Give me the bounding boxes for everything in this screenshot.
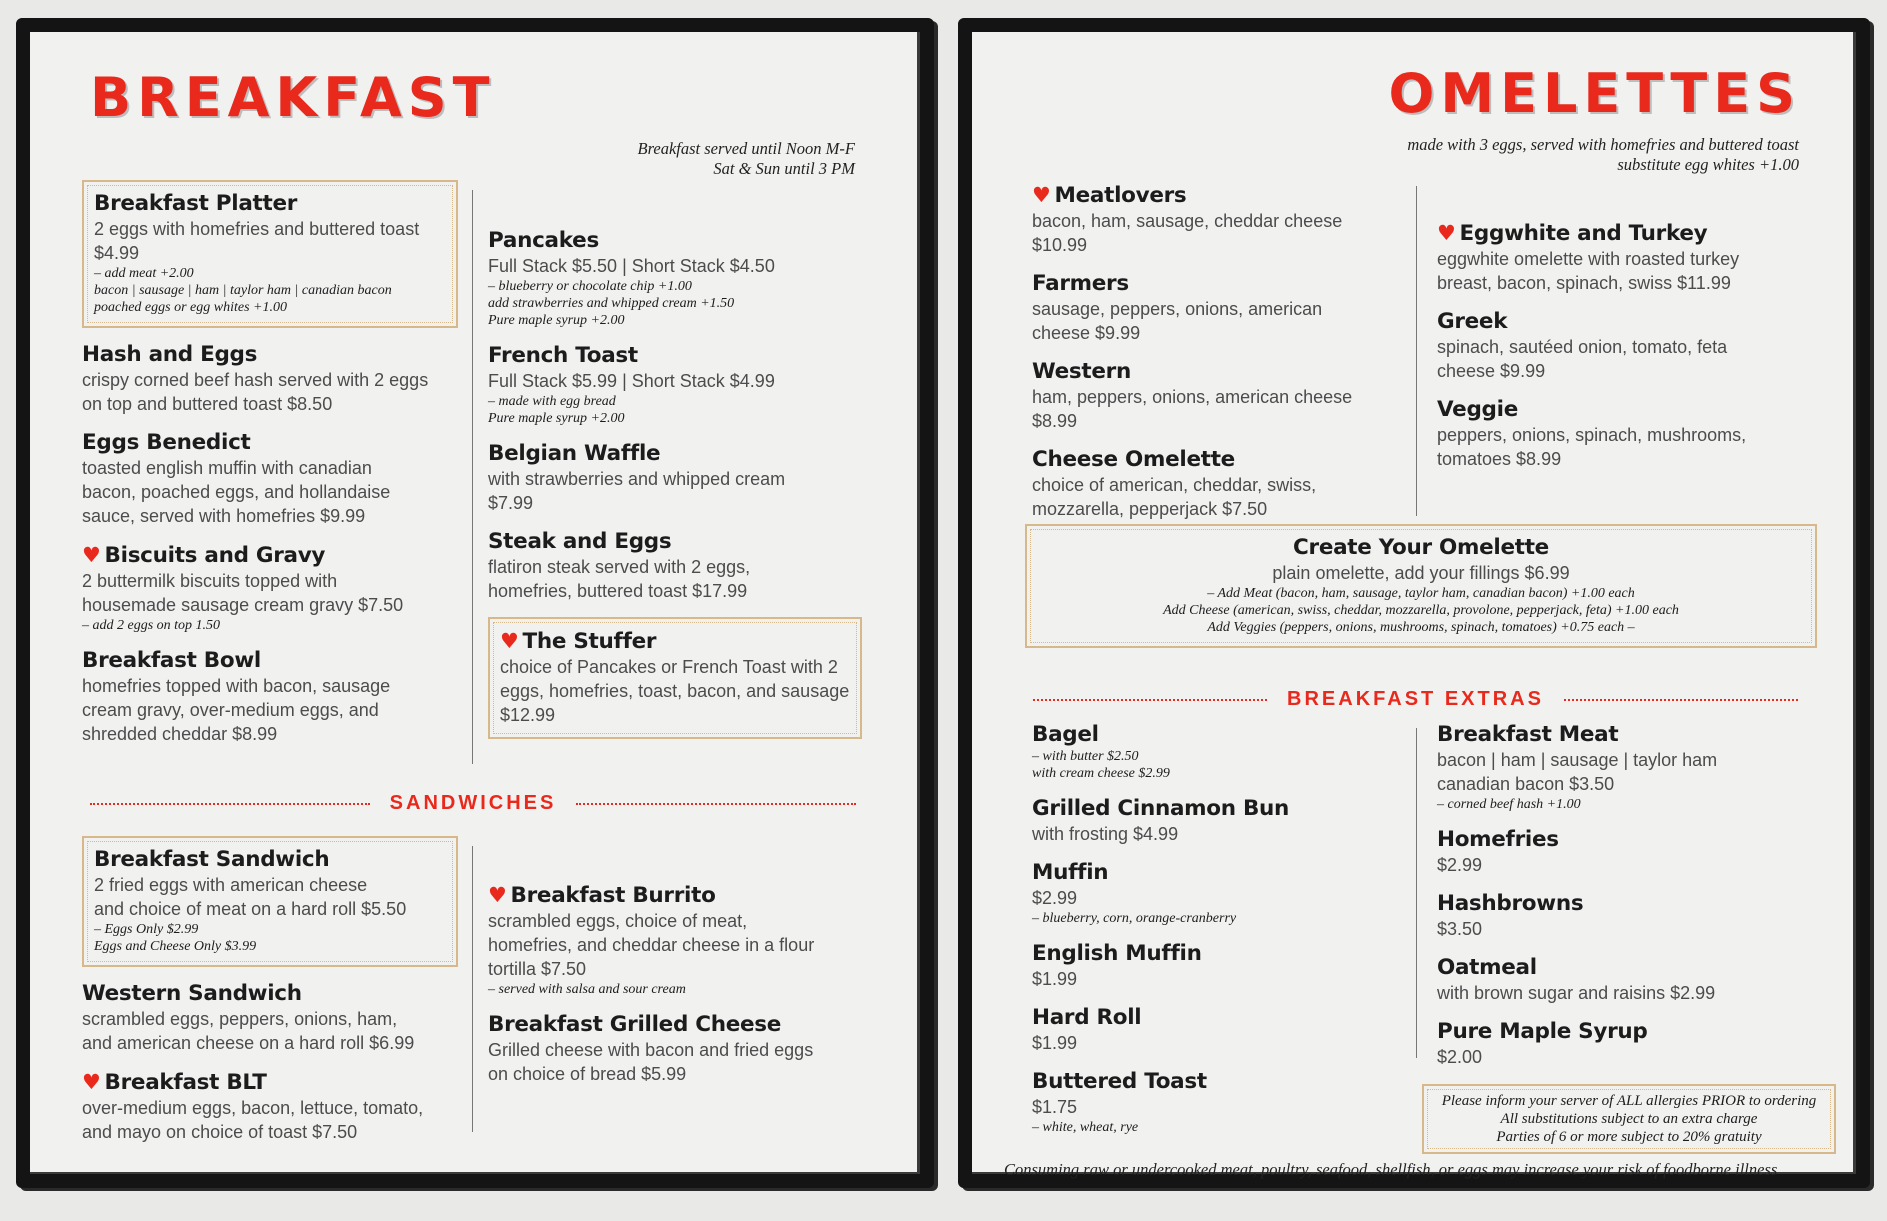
allergy-line: All substitutions subject to an extra charge xyxy=(1500,1111,1758,1127)
item-description: canadian bacon $3.50 xyxy=(1437,774,1615,794)
item-description: tomatoes $8.99 xyxy=(1437,449,1562,469)
item-description: shredded cheddar $8.99 xyxy=(82,724,278,744)
item-description: sausage, peppers, onions, american xyxy=(1032,299,1323,319)
item-description: on top and buttered toast $8.50 xyxy=(82,394,333,414)
item-option: – add meat +2.00 xyxy=(94,266,194,281)
item-option: – Add Meat (bacon, ham, sausage, taylor ham, canadian bacon) +1.00 each xyxy=(1207,586,1635,601)
divider-dots xyxy=(1564,699,1798,701)
item-description: $2.00 xyxy=(1437,1047,1483,1067)
item-name: Western Sandwich xyxy=(82,981,302,1006)
item-description: homefries, and cheddar cheese in a flour xyxy=(488,935,815,955)
menu-item xyxy=(488,228,862,329)
menu-item xyxy=(1437,1019,1817,1069)
item-option: Pure maple syrup +2.00 xyxy=(488,313,625,328)
sandwiches-header xyxy=(90,792,856,815)
item-name: Western xyxy=(1032,359,1131,384)
item-description: choice of Pancakes or French Toast with 2 xyxy=(500,657,838,677)
menu-item xyxy=(1437,827,1817,877)
item-name: Breakfast Platter xyxy=(94,191,298,216)
item-description: bacon, ham, sausage, cheddar cheese xyxy=(1032,211,1343,231)
item-name: Eggwhite and Turkey xyxy=(1459,221,1708,246)
menu-item xyxy=(488,441,862,515)
item-name: Breakfast Meat xyxy=(1437,722,1619,747)
item-description: 2 buttermilk biscuits topped with xyxy=(82,571,338,591)
menu-item xyxy=(82,430,458,528)
menu-item xyxy=(488,343,862,427)
item-name: Breakfast Grilled Cheese xyxy=(488,1012,782,1037)
item-description: spinach, sautéed onion, tomato, feta xyxy=(1437,337,1728,357)
menu-item xyxy=(1437,891,1817,941)
heart-icon: ♥ xyxy=(488,883,507,907)
item-description: Full Stack $5.99 | Short Stack $4.99 xyxy=(488,371,775,391)
breakfast-extras-title: BREAKFAST EXTRAS xyxy=(1287,688,1544,710)
divider-dots xyxy=(90,803,370,805)
menu-item xyxy=(1032,941,1412,991)
item-description: $4.99 xyxy=(94,243,140,263)
menu-item xyxy=(82,1069,458,1144)
item-name-row xyxy=(1437,309,1817,335)
breakfast-left-column xyxy=(82,180,458,760)
item-description: and mayo on choice of toast $7.50 xyxy=(82,1122,358,1142)
menu-item xyxy=(1437,309,1817,383)
item-name-row xyxy=(1032,1069,1412,1095)
item-description: with brown sugar and raisins $2.99 xyxy=(1437,983,1716,1003)
item-name-row xyxy=(1437,220,1817,247)
item-name-row xyxy=(1437,397,1817,423)
menu-item xyxy=(1032,796,1412,846)
menu-item-box xyxy=(493,622,857,734)
item-option: Add Veggies (peppers, onions, mushrooms, spinach, tomatoes) +0.75 each – xyxy=(1207,620,1635,635)
extras-left-column xyxy=(1032,722,1412,1150)
menu-item xyxy=(488,617,862,739)
menu-item xyxy=(82,648,458,746)
sandwiches-title: SANDWICHES xyxy=(389,792,557,814)
item-name: Hard Roll xyxy=(1032,1005,1142,1030)
item-name-row xyxy=(1032,722,1412,748)
item-name-row xyxy=(1032,796,1412,822)
item-name: Cheese Omelette xyxy=(1032,447,1235,472)
menu-item xyxy=(488,1012,862,1086)
item-option: – with butter $2.50 xyxy=(1032,749,1139,764)
item-name: Eggs Benedict xyxy=(82,430,251,455)
item-name: Oatmeal xyxy=(1437,955,1537,980)
item-description: $1.99 xyxy=(1032,1033,1078,1053)
item-name: English Muffin xyxy=(1032,941,1202,966)
item-description: $2.99 xyxy=(1032,888,1078,908)
item-name-row xyxy=(94,847,446,873)
item-description: with strawberries and whipped cream xyxy=(488,469,786,489)
menu-item xyxy=(1032,182,1412,257)
allergy-notice-box xyxy=(1422,1084,1836,1154)
item-description: $2.99 xyxy=(1437,855,1483,875)
heart-icon: ♥ xyxy=(500,629,519,653)
item-name-row xyxy=(82,542,458,569)
extras-right-column xyxy=(1437,722,1817,1083)
menu-item-box xyxy=(87,841,453,962)
item-description: scrambled eggs, choice of meat, xyxy=(488,911,748,931)
breakfast-right-column xyxy=(488,228,862,753)
item-name: Greek xyxy=(1437,309,1508,334)
item-name-row xyxy=(1437,955,1817,981)
item-name-row xyxy=(82,342,458,368)
item-option: Add Cheese (american, swiss, cheddar, mozzarella, provolone, pepperjack, feta) +1.00 each xyxy=(1163,603,1679,618)
item-name: Create Your Omelette xyxy=(1293,535,1549,560)
item-description: $3.50 xyxy=(1437,919,1483,939)
item-description: choice of american, cheddar, swiss, xyxy=(1032,475,1317,495)
item-description: cream gravy, over-medium eggs, and xyxy=(82,700,379,720)
menu-item xyxy=(1437,955,1817,1005)
menu-item xyxy=(1437,220,1817,295)
item-option: – blueberry, corn, orange-cranberry xyxy=(1032,911,1237,926)
item-name-row xyxy=(1437,722,1817,748)
item-description: homefries topped with bacon, sausage xyxy=(82,676,391,696)
sandwiches-left-column xyxy=(82,836,458,1158)
item-option: – Eggs Only $2.99 xyxy=(94,922,199,937)
item-description: 2 fried eggs with american cheese xyxy=(94,875,368,895)
omelettes-note: made with 3 eggs, served with homefries and buttered toast substitute egg whites +1.00 xyxy=(1407,135,1799,174)
menu-item xyxy=(1032,359,1412,433)
allergy-line: Please inform your server of ALL allergies PRIOR to ordering xyxy=(1441,1093,1817,1109)
omelettes-right-column xyxy=(1437,220,1817,485)
item-description: cheese $9.99 xyxy=(1032,323,1141,343)
item-option: – blueberry or chocolate chip +1.00 xyxy=(488,279,692,294)
menu-item xyxy=(1032,1005,1412,1055)
menu-item xyxy=(1437,722,1817,813)
breakfast-hours-note: Breakfast served until Noon M-F Sat & Sun until 3 PM xyxy=(637,139,855,178)
menu-item xyxy=(1032,447,1412,521)
item-name: The Stuffer xyxy=(522,629,657,654)
item-description: flatiron steak served with 2 eggs, xyxy=(488,557,751,577)
item-name-row xyxy=(1032,182,1412,209)
item-description: eggs, homefries, toast, bacon, and sausage xyxy=(500,681,850,701)
item-description: eggwhite omelette with roasted turkey xyxy=(1437,249,1740,269)
item-name: Belgian Waffle xyxy=(488,441,661,466)
item-description: mozzarella, pepperjack $7.50 xyxy=(1032,499,1268,519)
item-option: add strawberries and whipped cream +1.50 xyxy=(488,296,735,311)
item-description: plain omelette, add your fillings $6.99 xyxy=(1272,563,1570,583)
item-name-row xyxy=(488,343,862,369)
menu-item-box xyxy=(87,185,453,323)
item-name-row xyxy=(1032,271,1412,297)
item-option: Pure maple syrup +2.00 xyxy=(488,411,625,426)
item-description: with frosting $4.99 xyxy=(1032,824,1179,844)
item-name-row xyxy=(1032,860,1412,886)
item-name: Grilled Cinnamon Bun xyxy=(1032,796,1290,821)
item-name-row xyxy=(1032,1005,1412,1031)
item-name: Breakfast Bowl xyxy=(82,648,261,673)
menu-item xyxy=(1032,1069,1412,1136)
sandwiches-right-column xyxy=(488,882,862,1100)
item-description: ham, peppers, onions, american cheese xyxy=(1032,387,1353,407)
item-name-row xyxy=(82,1069,458,1096)
item-name: Veggie xyxy=(1437,397,1518,422)
divider-dots xyxy=(576,803,856,805)
item-description: $7.99 xyxy=(488,493,534,513)
menu-item xyxy=(82,342,458,416)
item-description: and american cheese on a hard roll $6.99 xyxy=(82,1033,415,1053)
item-description: breast, bacon, spinach, swiss $11.99 xyxy=(1437,273,1731,293)
item-name: Hash and Eggs xyxy=(82,342,258,367)
item-name: Pure Maple Syrup xyxy=(1437,1019,1648,1044)
item-name-row xyxy=(1437,1019,1817,1045)
menu-item xyxy=(82,836,458,967)
item-description: peppers, onions, spinach, mushrooms, xyxy=(1437,425,1747,445)
item-description: housemade sausage cream gravy $7.50 xyxy=(82,595,404,615)
item-name-row xyxy=(488,228,862,254)
item-name: Bagel xyxy=(1032,722,1099,747)
item-name-row xyxy=(488,1012,862,1038)
item-description: 2 eggs with homefries and buttered toast xyxy=(94,219,420,239)
allergy-line: Parties of 6 or more subject to 20% gratuity xyxy=(1496,1129,1762,1145)
item-description: bacon | ham | sausage | taylor ham xyxy=(1437,750,1718,770)
item-name-row xyxy=(500,628,850,655)
item-name: Hashbrowns xyxy=(1437,891,1584,916)
item-description: $10.99 xyxy=(1032,235,1088,255)
item-description: sauce, served with homefries $9.99 xyxy=(82,506,366,526)
item-name-row xyxy=(488,441,862,467)
heart-icon: ♥ xyxy=(1437,221,1456,245)
item-description: $12.99 xyxy=(500,705,556,725)
item-name: Buttered Toast xyxy=(1032,1069,1207,1094)
item-description: cheese $9.99 xyxy=(1437,361,1546,381)
heart-icon: ♥ xyxy=(82,1070,101,1094)
item-description: crispy corned beef hash served with 2 eggs xyxy=(82,370,429,390)
item-description: homefries, buttered toast $17.99 xyxy=(488,581,748,601)
item-description: bacon, poached eggs, and hollandaise xyxy=(82,482,391,502)
item-name: Breakfast Burrito xyxy=(510,883,716,908)
item-option: with cream cheese $2.99 xyxy=(1032,766,1170,781)
item-option: – white, wheat, rye xyxy=(1032,1120,1139,1135)
item-name-row xyxy=(1032,941,1412,967)
item-description: scrambled eggs, peppers, onions, ham, xyxy=(82,1009,398,1029)
item-name-row xyxy=(1032,359,1412,385)
item-option: bacon | sausage | ham | taylor ham | canadian bacon xyxy=(94,283,392,298)
item-name-row xyxy=(488,529,862,555)
item-name: Biscuits and Gravy xyxy=(104,543,326,568)
item-option: – corned beef hash +1.00 xyxy=(1437,797,1581,812)
item-name: Pancakes xyxy=(488,228,599,253)
item-description: over-medium eggs, bacon, lettuce, tomato, xyxy=(82,1098,424,1118)
omelettes-column-divider xyxy=(1416,186,1417,516)
menu-item xyxy=(488,529,862,603)
item-name-row xyxy=(1437,827,1817,853)
menu-item xyxy=(1032,271,1412,345)
item-name: Homefries xyxy=(1437,827,1559,852)
menu-item xyxy=(1032,860,1412,927)
omelettes-left-column xyxy=(1032,182,1412,535)
item-description: $1.99 xyxy=(1032,969,1078,989)
sandwiches-column-divider xyxy=(472,846,473,1132)
menu-item xyxy=(1032,722,1412,782)
item-description: $8.99 xyxy=(1032,411,1078,431)
item-description: Grilled cheese with bacon and fried eggs xyxy=(488,1040,814,1060)
menu-item xyxy=(82,981,458,1055)
menu-item xyxy=(82,180,458,328)
item-name-row xyxy=(1437,891,1817,917)
menu-item xyxy=(1437,397,1817,471)
item-description: on choice of bread $5.99 xyxy=(488,1064,687,1084)
item-name-row xyxy=(488,882,862,909)
item-description: and choice of meat on a hard roll $5.50 xyxy=(94,899,407,919)
item-description: toasted english muffin with canadian xyxy=(82,458,372,478)
breakfast-column-divider xyxy=(472,190,473,764)
item-name: Breakfast Sandwich xyxy=(94,847,330,872)
omelettes-title: OMELETTES xyxy=(1388,62,1801,125)
divider-dots xyxy=(1033,699,1267,701)
breakfast-extras-header xyxy=(1033,688,1798,711)
breakfast-title: BREAKFAST xyxy=(90,66,496,129)
item-name-row xyxy=(1032,447,1412,473)
item-option: – made with egg bread xyxy=(488,394,616,409)
menu-item xyxy=(82,542,458,634)
heart-icon: ♥ xyxy=(82,543,101,567)
heart-icon: ♥ xyxy=(1032,183,1051,207)
item-name-row xyxy=(94,191,446,217)
item-option: Eggs and Cheese Only $3.99 xyxy=(94,939,257,954)
item-name: Steak and Eggs xyxy=(488,529,672,554)
item-name: Breakfast BLT xyxy=(104,1070,267,1095)
item-description: tortilla $7.50 xyxy=(488,959,587,979)
item-option: poached eggs or egg whites +1.00 xyxy=(94,300,287,315)
item-name: French Toast xyxy=(488,343,638,368)
item-name: Meatlovers xyxy=(1054,183,1187,208)
item-name: Farmers xyxy=(1032,271,1129,296)
item-description: Full Stack $5.50 | Short Stack $4.50 xyxy=(488,256,775,276)
extras-column-divider xyxy=(1416,728,1417,1058)
item-name-row xyxy=(82,981,458,1007)
item-option: – served with salsa and sour cream xyxy=(488,982,686,997)
item-name-row xyxy=(82,648,458,674)
menu-item xyxy=(488,882,862,998)
create-your-omelette-box xyxy=(1025,524,1817,648)
food-safety-warning: Consuming raw or undercooked meat, poultry, seafood, shellfish, or eggs may increase your risk of foodborne illness xyxy=(1004,1160,1778,1179)
item-name: Muffin xyxy=(1032,860,1109,885)
item-name-row xyxy=(82,430,458,456)
item-option: – add 2 eggs on top 1.50 xyxy=(82,618,221,633)
item-description: $1.75 xyxy=(1032,1097,1078,1117)
